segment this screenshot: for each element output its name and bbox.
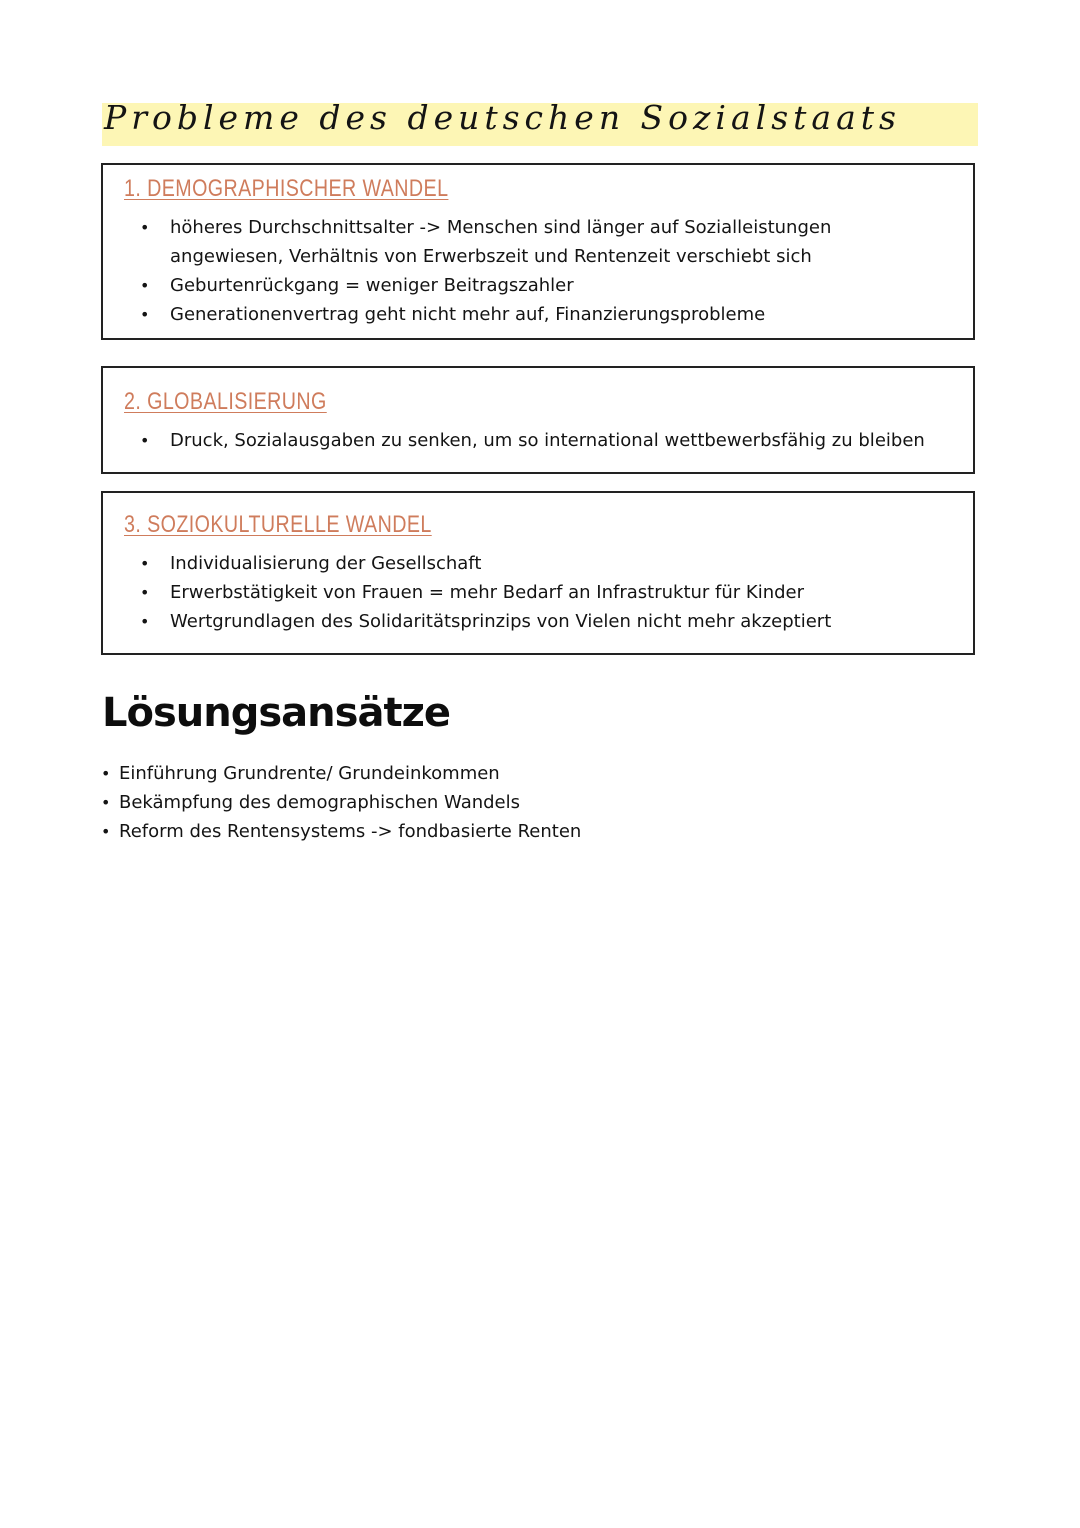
bullet-icon: •	[101, 764, 111, 783]
list-item	[101, 817, 581, 846]
list-item	[103, 549, 831, 578]
bullet-list	[103, 549, 831, 636]
section-sociocultural-change	[101, 491, 975, 655]
bullet-icon: •	[101, 822, 111, 841]
section-globalization	[101, 366, 975, 474]
section-demographic-change	[101, 163, 975, 340]
list-item-text: Druck, Sozialausgaben zu senken, um so international wettbewerbsfähig zu bleiben	[170, 430, 925, 451]
list-item	[103, 271, 831, 300]
bullet-icon: •	[140, 218, 150, 237]
bullet-list	[103, 213, 831, 329]
list-item-text: Generationenvertrag geht nicht mehr auf, Finanzierungsprobleme	[170, 304, 766, 325]
section-heading: 3. SOZIOKULTURELLE WANDEL	[124, 511, 432, 538]
list-item-text: Wertgrundlagen des Solidaritätsprinzips von Vielen nicht mehr akzeptiert	[170, 611, 832, 632]
list-item	[101, 788, 581, 817]
list-item-text: Erwerbstätigkeit von Frauen = mehr Bedarf an Infrastruktur für Kinder	[170, 582, 805, 603]
page-title: Probleme des deutschen Sozialstaats	[104, 98, 901, 137]
list-item-text: angewiesen, Verhältnis von Erwerbszeit und Rentenzeit verschiebt sich	[170, 246, 812, 267]
list-item-text: Bekämpfung des demographischen Wandels	[119, 792, 521, 813]
list-item	[101, 759, 581, 788]
list-item-text: höheres Durchschnittsalter -> Menschen sind länger auf Sozialleistungen	[170, 217, 832, 238]
list-item-text: Individualisierung der Gesellschaft	[170, 553, 482, 574]
bullet-icon: •	[101, 793, 111, 812]
bullet-icon: •	[140, 583, 150, 602]
bullet-icon: •	[140, 431, 150, 450]
bullet-icon: •	[140, 554, 150, 573]
list-item-text: Geburtenrückgang = weniger Beitragszahler	[170, 275, 574, 296]
section-heading: 2. GLOBALISIERUNG	[124, 388, 327, 415]
section-heading: 1. DEMOGRAPHISCHER WANDEL	[124, 175, 449, 202]
list-item	[103, 426, 925, 455]
solutions-heading: Lösungsansätze	[102, 690, 450, 736]
solutions-list	[101, 759, 581, 846]
bullet-icon: •	[140, 305, 150, 324]
list-item	[103, 213, 831, 242]
list-item	[103, 300, 831, 329]
list-item	[103, 607, 831, 636]
list-item-text: Einführung Grundrente/ Grundeinkommen	[119, 763, 500, 784]
list-item-continuation	[103, 242, 831, 271]
list-item-text: Reform des Rentensystems -> fondbasierte Renten	[119, 821, 582, 842]
bullet-icon: •	[140, 612, 150, 631]
bullet-list	[103, 426, 925, 455]
bullet-icon: •	[140, 276, 150, 295]
list-item	[103, 578, 831, 607]
